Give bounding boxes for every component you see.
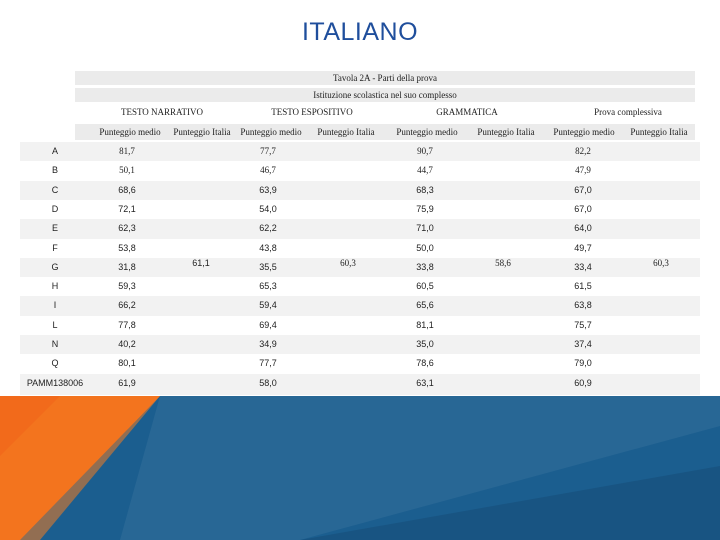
row-label: I	[53, 300, 57, 310]
row-label: H	[51, 281, 59, 291]
row-value: 67,0	[574, 185, 592, 195]
row-value: 35,5	[259, 262, 277, 272]
group-header-espositivo: TESTO ESPOSITIVO	[271, 107, 353, 117]
row-label: B	[51, 165, 59, 175]
group-header-narrativo: TESTO NARRATIVO	[120, 107, 204, 117]
row-value: 60,5	[416, 281, 434, 291]
row-value: 66,2	[118, 300, 136, 310]
row-value: 67,0	[574, 204, 592, 214]
row-value: 77,8	[118, 320, 136, 330]
group-header-grammatica: GRAMMATICA	[436, 107, 498, 117]
group-header-complessiva: Prova complessiva	[594, 107, 662, 117]
footer-shapes	[0, 396, 720, 540]
row-value: 33,8	[416, 262, 434, 272]
row-label: N	[51, 339, 59, 349]
row-value: 63,9	[259, 185, 277, 195]
row-value: 90,7	[417, 146, 433, 156]
row-label: A	[51, 146, 59, 156]
row-value: 47,9	[575, 165, 591, 175]
row-value: 82,2	[575, 146, 591, 156]
row-value: 65,6	[416, 300, 434, 310]
italia-grammatica: 58,6	[495, 258, 511, 268]
row-value: 54,0	[259, 204, 277, 214]
row-value: 61,5	[574, 281, 592, 291]
italia-narrativo: 61,1	[192, 258, 210, 268]
row-label: E	[51, 223, 59, 233]
italia-espositivo: 60,3	[340, 258, 356, 268]
decorative-footer	[0, 396, 720, 540]
column-header: Punteggio medio	[240, 127, 302, 137]
row-value: 59,3	[118, 281, 136, 291]
row-label: C	[51, 185, 59, 195]
row-label: F	[52, 243, 58, 253]
row-value: 78,6	[416, 358, 434, 368]
table-caption: Tavola 2A - Parti della prova	[75, 71, 695, 85]
row-value: 33,4	[574, 262, 592, 272]
row-value: 63,1	[416, 378, 434, 388]
row-value: 43,8	[259, 243, 277, 253]
row-value: 75,9	[416, 204, 434, 214]
column-header: Punteggio Italia	[317, 127, 375, 137]
italia-complessiva: 60,3	[653, 258, 669, 268]
column-header: Punteggio Italia	[477, 127, 535, 137]
row-label: G	[51, 262, 59, 272]
row-value: 81,1	[416, 320, 434, 330]
row-value: 46,7	[260, 165, 276, 175]
row-value: 61,9	[118, 378, 136, 388]
row-label: L	[52, 320, 58, 330]
row-value: 50,0	[416, 243, 434, 253]
column-header: Punteggio medio	[396, 127, 458, 137]
row-value: 62,3	[118, 223, 136, 233]
row-value: 75,7	[574, 320, 592, 330]
row-value: 62,2	[259, 223, 277, 233]
row-value: 72,1	[118, 204, 136, 214]
row-value: 58,0	[259, 378, 277, 388]
row-value: 80,1	[118, 358, 136, 368]
row-value: 77,7	[259, 358, 277, 368]
row-value: 35,0	[416, 339, 434, 349]
row-label: PAMM138006	[26, 378, 84, 388]
row-label: Q	[51, 358, 59, 368]
row-value: 50,1	[119, 165, 135, 175]
column-header: Punteggio Italia	[630, 127, 688, 137]
row-value: 31,8	[118, 262, 136, 272]
row-value: 68,3	[416, 185, 434, 195]
row-value: 53,8	[118, 243, 136, 253]
row-value: 64,0	[574, 223, 592, 233]
row-value: 71,0	[416, 223, 434, 233]
row-value: 59,4	[259, 300, 277, 310]
row-value: 68,6	[118, 185, 136, 195]
row-value: 77,7	[260, 146, 276, 156]
row-value: 37,4	[574, 339, 592, 349]
column-header: Punteggio Italia	[173, 127, 231, 137]
row-label: D	[51, 204, 59, 214]
row-value: 69,4	[259, 320, 277, 330]
page-title: ITALIANO	[301, 18, 419, 46]
column-header: Punteggio medio	[553, 127, 615, 137]
row-value: 49,7	[574, 243, 592, 253]
column-header: Punteggio medio	[99, 127, 161, 137]
row-value: 60,9	[574, 378, 592, 388]
row-value: 81,7	[119, 146, 135, 156]
row-value: 63,8	[574, 300, 592, 310]
row-value: 65,3	[259, 281, 277, 291]
table-subcaption: Istituzione scolastica nel suo complesso	[75, 88, 695, 102]
row-value: 40,2	[118, 339, 136, 349]
row-value: 34,9	[259, 339, 277, 349]
row-value: 79,0	[574, 358, 592, 368]
row-value: 44,7	[417, 165, 433, 175]
